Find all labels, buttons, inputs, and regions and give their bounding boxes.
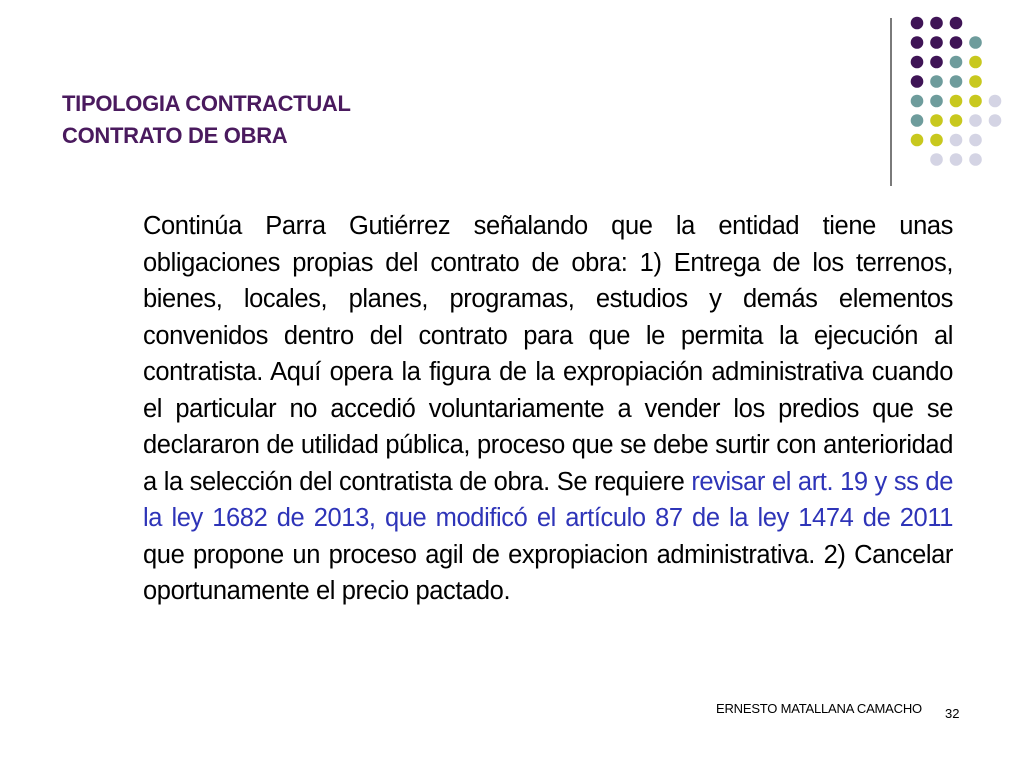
decor-dot-purple	[950, 17, 963, 30]
decor-dot-olive	[930, 134, 943, 147]
decor-dot-olive	[930, 114, 943, 127]
title-line-1: TIPOLOGIA CONTRACTUAL	[62, 91, 351, 116]
decor-dot-purple	[911, 56, 924, 69]
footer-author: ERNESTO MATALLANA CAMACHO	[716, 701, 922, 716]
decor-dot-olive	[969, 95, 982, 108]
title-line-2: CONTRATO DE OBRA	[62, 123, 288, 148]
decor-dot-olive	[950, 95, 963, 108]
decor-dot-teal	[950, 56, 963, 69]
body-text-part-1: Continúa Parra Gutiérrez señalando que la entidad tiene unas obligaciones propias del contrato de obra: 1) Entrega de los terrenos, bienes, locales, planes, programas, estudios y demás elementos convenidos dentro del contrato para que le permita la ejecución al contratista. Aquí opera la figura de la expropiación administrativa cuando el particular no accedió voluntariamente a vender los predios que se declararon de utilidad pública, proceso que se debe surtir con anterioridad a la selección del contratista de obra. Se requiere	[143, 212, 953, 496]
decor-dot-purple	[911, 75, 924, 88]
body-text-part-2: que propone un proceso agil de expropiacion administrativa. 2) Cancelar oportunamente el precio pactado.	[143, 540, 953, 605]
decor-dot-purple	[930, 36, 943, 49]
body-paragraph	[143, 208, 953, 610]
decor-dot-teal	[911, 95, 924, 108]
decor-dot-olive	[911, 134, 924, 147]
decor-dot-purple	[950, 36, 963, 49]
decor-dot-lavender	[989, 95, 1002, 108]
decor-dot-lavender	[989, 114, 1002, 127]
vertical-divider	[890, 18, 892, 186]
decor-dot-olive	[969, 56, 982, 69]
decor-dot-teal	[911, 114, 924, 127]
decor-dot-lavender	[950, 153, 963, 166]
decorative-dot-grid	[0, 0, 1024, 200]
decor-dot-lavender	[969, 134, 982, 147]
decor-dot-lavender	[969, 114, 982, 127]
decor-dot-purple	[911, 36, 924, 49]
decor-dot-teal	[969, 36, 982, 49]
decor-dot-lavender	[930, 153, 943, 166]
decor-dot-purple	[930, 56, 943, 69]
legal-reference-link[interactable]: revisar el art. 19 y ss de la ley 1682 de 2013, que modificó el artículo 87 de la ley 1474 de 2011	[143, 467, 954, 532]
decor-dot-teal	[930, 95, 943, 108]
decor-dot-lavender	[969, 153, 982, 166]
decor-dot-olive	[950, 114, 963, 127]
decor-dot-teal	[950, 75, 963, 88]
decor-dot-olive	[969, 75, 982, 88]
decor-dot-purple	[911, 17, 924, 30]
decor-dot-lavender	[950, 134, 963, 147]
decor-dot-teal	[930, 75, 943, 88]
page-number: 32	[945, 706, 960, 721]
decor-dot-purple	[930, 17, 943, 30]
